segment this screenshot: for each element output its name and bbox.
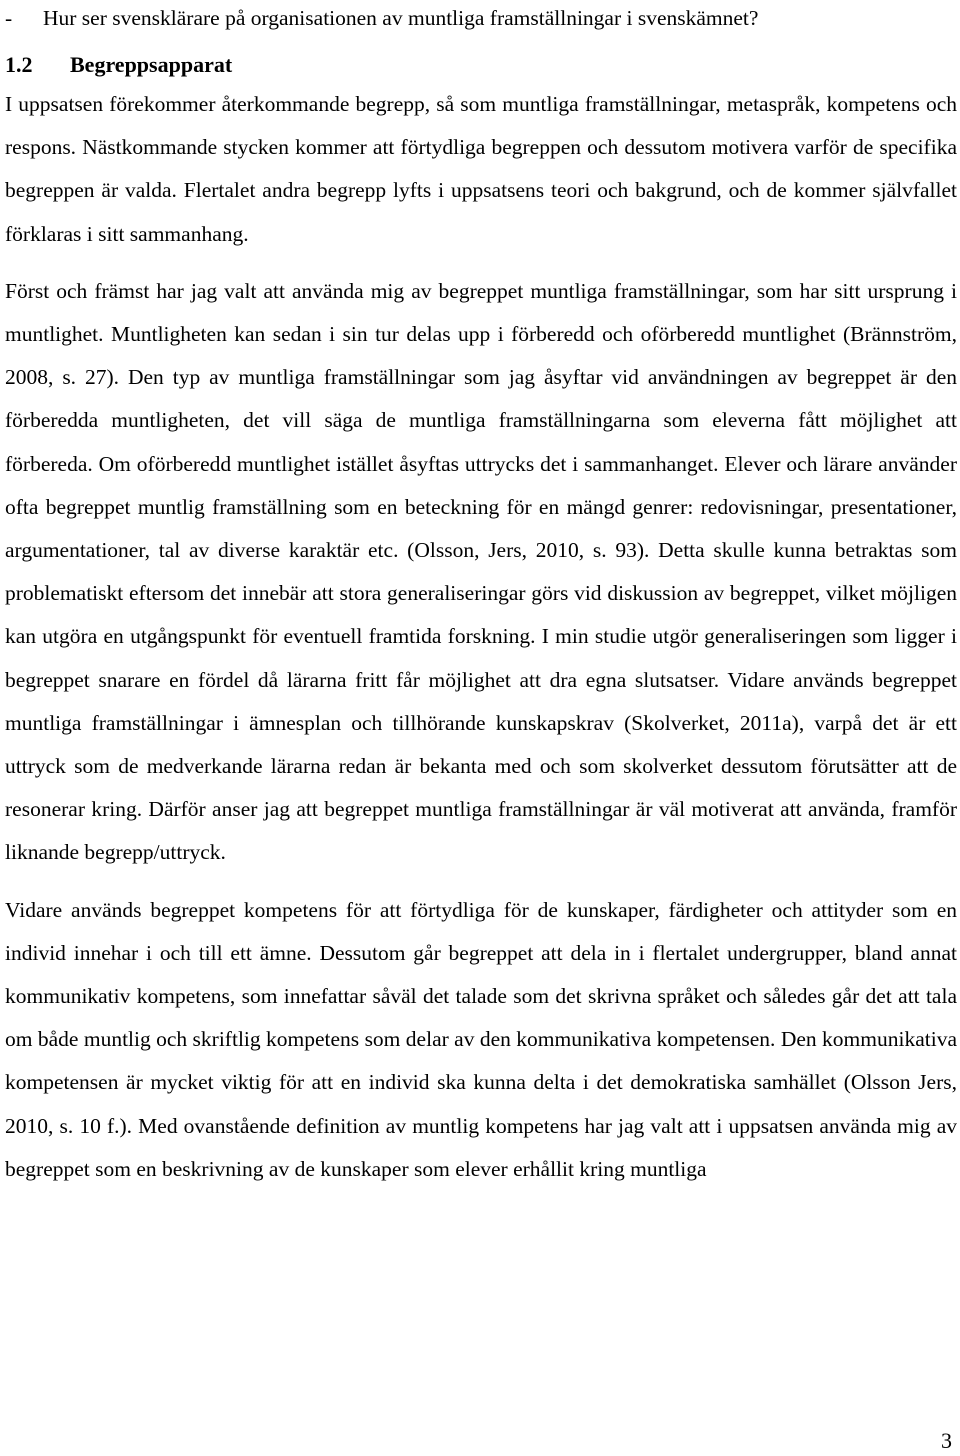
page-number: 3	[941, 1428, 952, 1453]
section-title: Begreppsapparat	[70, 52, 233, 77]
research-question-text: Hur ser svensklärare på organisationen av muntliga framställningar i svenskämnet?	[43, 6, 759, 30]
document-page	[5, 0, 957, 1191]
section-heading	[5, 50, 957, 80]
paragraph-muntliga-framstallningar: Först och främst har jag valt att använda mig av begreppet muntliga framställningar, som har sitt ursprung i muntlighet. Muntligheten kan sedan i sin tur delas upp i förberedd och oförberedd muntlighet (Brännström, 2008, s. 27). Den typ av muntliga framställningar som jag åsyftar vid användningen av begreppet är den förberedda muntligheten, det vill säga de muntliga framställningarna som eleverna fått möjlighet att förbereda. Om oförberedd muntlighet istället åsyftas uttrycks det i sammanhanget. Elever och lärare använder ofta begreppet muntlig framställning som en beteckning för en mängd genrer: redovisningar, presentationer, argumentationer, tal av diverse karaktär etc. (Olsson, Jers, 2010, s. 93). Detta skulle kunna betraktas som problematiskt eftersom det innebär att stora generaliseringar görs vid diskussion av begreppet, vilket möjligen kan utgöra en utgångspunkt för eventuell framtida forskning. I min studie utgör generaliseringen som ligger i begreppet snarare en fördel då lärarna fritt får möjlighet att dra egna slutsatser. Vidare används begreppet muntliga framställningar i ämnesplan och tillhörande kunskapskrav (Skolverket, 2011a), varpå det är ett uttryck som de medverkande lärarna redan är bekanta med och som skolverket dessutom förutsätter att de resonerar kring. Därför anser jag att begreppet muntliga framställningar är väl motiverat att använda, framför liknande begrepp/uttryck.	[5, 278, 957, 865]
dash-bullet: -	[5, 6, 13, 30]
paragraph-intro: I uppsatsen förekommer återkommande begrepp, så som muntliga framställningar, metaspråk, kompetens och respons. Nästkommande stycken kommer att förtydliga begreppen och dessutom motivera varför de specifika begreppen är valda. Flertalet andra begrepp lyfts i uppsatsens teori och bakgrund, och de kommer självfallet förklaras i sitt sammanhang.	[5, 92, 957, 246]
research-question	[5, 3, 957, 34]
paragraph-kompetens: Vidare används begreppet kompetens för att förtydliga för de kunskaper, färdigheter och attityder som en individ innehar i och till ett ämne. Dessutom går begreppet att dela in i flertalet undergrupper, bland annat kommunikativ kompetens, som innefattar såväl det talade som det skrivna språket och således går det att tala om både muntlig och skriftlig kompetens som delar av den kommunikativa kompetensen. Den kommunikativa kompetensen är mycket viktig för att en individ ska kunna delta i det demokratiska samhället (Olsson Jers, 2010, s. 10 f.). Med ovanstående definition av muntlig kompetens har jag valt att i uppsatsen använda mig av begreppet som en beskrivning av de kunskaper som elever erhållit kring muntliga	[5, 897, 957, 1181]
section-number: 1.2	[5, 52, 33, 77]
